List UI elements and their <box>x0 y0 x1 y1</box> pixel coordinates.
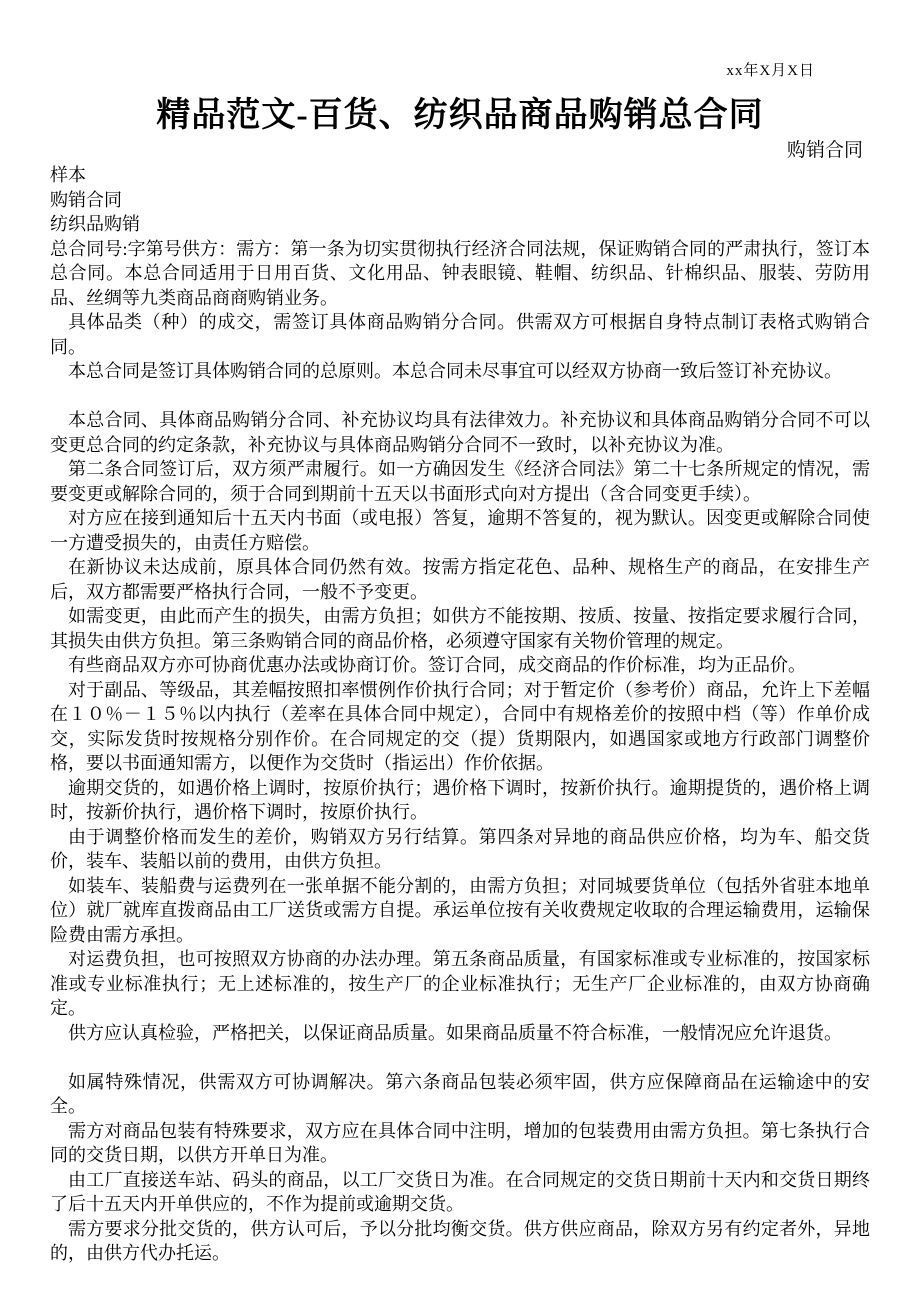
paragraph: 逾期交货的，如遇价格上调时，按原价执行；遇价格下调时，按新价执行。逾期提货的，遇价格上调时，按新价执行，遇价格下调时，按原价执行。 <box>50 777 870 822</box>
meta-line-sample: 样本 <box>50 165 86 185</box>
paragraph: 供方应认真检验，严格把关，以保证商品质量。如果商品质量不符合标准，一般情况应允许退货。 <box>68 1022 842 1043</box>
paragraph: 本总合同是签订具体购销合同的总原则。本总合同未尽事宜可以经双方协商一致后签订补充协议。 <box>68 361 842 381</box>
paragraph: 具体品类（种）的成交，需签订具体商品购销分合同。供需双方可根据自身特点制订表格式购销合同。 <box>50 312 870 357</box>
meta-block <box>0 163 920 237</box>
paragraph: 在新协议未达成前，原具体合同仍然有效。按需方指定花色、品种、规格生产的商品，在安排生产后，双方都需要严格执行合同，一般不予变更。 <box>50 557 870 602</box>
paragraph: 有些商品双方亦可协商优惠办法或协商订价。签订合同，成交商品的作价标准，均为正品价。 <box>68 655 806 675</box>
paragraph-list <box>0 237 920 1266</box>
page-title: 精品范文-百货、纺织品商品购销总合同 <box>156 97 764 134</box>
paragraph: 需方对商品包装有特殊要求，双方应在具体合同中注明，增加的包装费用由需方负担。第七条执行合同的交货日期，以供方开单日为准。 <box>50 1120 870 1165</box>
paragraph: 如需变更，由此而产生的损失，由需方负担；如供方不能按期、按质、按量、按指定要求履行合同，其损失由供方负担。第三条购销合同的商品价格，必须遵守国家有关物价管理的规定。 <box>50 606 870 651</box>
paragraph: 第二条合同签订后，双方须严肃履行。如一方确因发生《经济合同法》第二十七条所规定的情况，需要变更或解除合同的，须于合同到期前十五天以书面形式向对方提出（含合同变更手续）。 <box>50 459 870 504</box>
paragraph: 需方要求分批交货的，供方认可后，予以分批均衡交货。供方供应商品，除双方另有约定者外，异地的，由供方代办托运。 <box>50 1218 870 1263</box>
paragraph: 对于副品、等级品，其差幅按照扣率惯例作价执行合同；对于暂定价（参考价）商品，允许上下差幅在１０％－１５％以内执行（差率在具体合同中规定），合同中有规格差价的按照中档（等）作单价成交，实际发货时按规格分别作价。在合同规定的交（提）货期限内，如遇国家或地方行政部门调整价格，要以书面通知需方，以便作为交货时（指运出）作价依据。 <box>50 679 870 773</box>
paragraph: 总合同号:字第号供方：需方：第一条为切实贯彻执行经济合同法规，保证购销合同的严肃执行，签订本总合同。本总合同适用于日用百货、文化用品、钟表眼镜、鞋帽、纺织品、针棉织品、服装、劳防用品、丝绸等九类商品商商购销业务。 <box>50 238 870 308</box>
paragraph: 如装车、装船费与运费列在一张单据不能分割的，由需方负担；对同城要货单位（包括外省驻本地单位）就厂就库直拨商品由工厂送货或需方自提。承运单位按有关收费规定收取的合理运输费用，运输保险费由需方承担。 <box>50 875 870 945</box>
paragraph: 如属特殊情况，供需双方可协调解决。第六条商品包装必须牢固，供方应保障商品在运输途中的安全。 <box>50 1071 870 1116</box>
date-line: xx年X月X日 <box>726 63 815 79</box>
paragraph: 对方应在接到通知后十五天内书面（或电报）答复，逾期不答复的，视为默认。因变更或解除合同使一方遭受损失的，由责任方赔偿。 <box>50 508 870 553</box>
paragraph: 本总合同、具体商品购销分合同、补充协议均具有法律效力。补充协议和具体商品购销分合同不可以变更总合同的约定条款，补充协议与具体商品购销分合同不一致时，以补充协议为准。 <box>50 410 870 455</box>
meta-line-textile: 纺织品购销 <box>50 214 140 234</box>
paragraph: 由工厂直接送车站、码头的商品，以工厂交货日为准。在合同规定的交货日期前十天内和交货日期终了后十五天内开单供应的，不作为提前或逾期交货。 <box>50 1169 870 1214</box>
paragraph: 由于调整价格而发生的差价，购销双方另行结算。第四条对异地的商品供应价格，均为车、船交货价，装车、装船以前的费用，由供方负担。 <box>50 826 870 871</box>
category-label: 购销合同 <box>786 140 863 161</box>
meta-line-contract: 购销合同 <box>50 189 122 210</box>
paragraph: 对运费负担，也可按照双方协商的办法办理。第五条商品质量，有国家标准或专业标准的，按国家标准或专业标准执行；无上述标准的，按生产厂的企业标准执行；无生产厂企业标准的，由双方协商确定。 <box>50 949 870 1018</box>
